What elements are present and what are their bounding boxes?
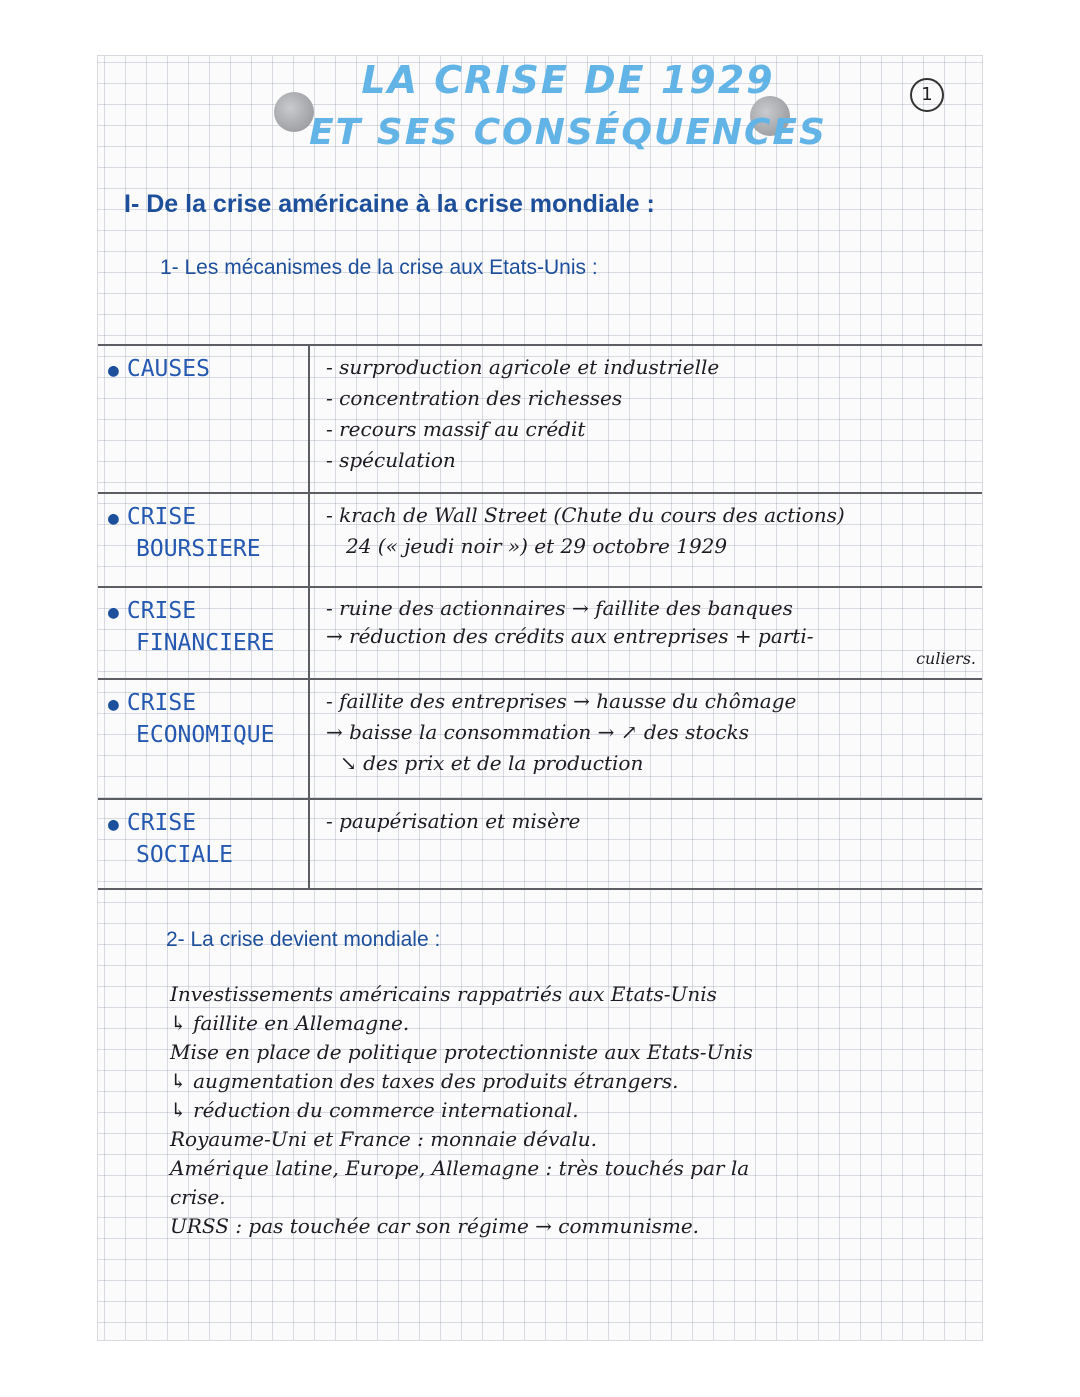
row-content — [326, 500, 976, 562]
row-line: - surproduction agricole et industrielle — [326, 355, 720, 379]
note-line: Investissements américains rappatriés aux Etats-Unis — [170, 982, 717, 1006]
table-bottom-border — [98, 888, 982, 890]
row-label: ● CRISE ECONOMIQUE — [108, 690, 275, 748]
note-line: ↳ réduction du commerce international. — [170, 1098, 579, 1122]
row-line: culiers. — [916, 649, 976, 668]
pin-icon: ● — [108, 814, 119, 835]
row-content — [326, 806, 976, 837]
row-line: 24 (« jeudi noir ») et 29 octobre 1929 — [346, 534, 728, 558]
row-label: ● CRISE FINANCIERE — [108, 598, 275, 656]
page-title-line-1: LA CRISE DE 1929 — [361, 58, 775, 102]
row-line: - recours massif au crédit — [326, 417, 586, 441]
row-line: - spéculation — [326, 448, 456, 472]
table-row — [98, 678, 982, 800]
pin-icon: ● — [108, 508, 119, 529]
row-line: ↘ des prix et de la production — [340, 751, 644, 775]
table-row — [98, 344, 982, 494]
note-line: ↳ faillite en Allemagne. — [170, 1011, 410, 1035]
row-line: - concentration des richesses — [326, 386, 623, 410]
row-label: ● CAUSES — [108, 356, 210, 382]
note-line: Mise en place de politique protectionniste aux Etats-Unis — [170, 1040, 753, 1064]
pin-icon: ● — [108, 360, 119, 381]
row-label: ● CRISE BOURSIERE — [108, 504, 261, 562]
subsection-heading: 1- Les mécanismes de la crise aux Etats-Unis : — [160, 256, 598, 279]
note-line: ↳ augmentation des taxes des produits étrangers. — [170, 1069, 679, 1093]
page-number: 1 — [910, 78, 944, 112]
pin-icon: ● — [108, 694, 119, 715]
notebook-page — [98, 56, 982, 1340]
row-line: → réduction des crédits aux entreprises + parti- — [326, 624, 814, 648]
subsection-heading: 2- La crise devient mondiale : — [166, 928, 441, 951]
row-line: - krach de Wall Street (Chute du cours des actions) — [326, 503, 845, 527]
table-row — [98, 798, 982, 890]
table-divider — [308, 344, 310, 888]
note-line: URSS : pas touchée car son régime → communisme. — [170, 1214, 700, 1238]
row-line: - faillite des entreprises → hausse du chômage — [326, 689, 797, 713]
row-content — [326, 594, 976, 668]
pin-icon: ● — [108, 602, 119, 623]
note-line: Royaume-Uni et France : monnaie dévalu. — [170, 1127, 597, 1151]
note-line: Amérique latine, Europe, Allemagne : très touchés par la — [170, 1156, 750, 1180]
row-content — [326, 352, 976, 476]
row-line: - paupérisation et misère — [326, 809, 581, 833]
row-line: - ruine des actionnaires → faillite des banques — [326, 596, 793, 620]
note-line: crise. — [170, 1185, 226, 1209]
row-content — [326, 686, 976, 779]
row-line: → baisse la consommation → ↗ des stocks — [326, 720, 750, 744]
notes-block — [170, 980, 970, 1241]
table-row — [98, 492, 982, 588]
table-row — [98, 586, 982, 680]
page-title-line-2: ET SES CONSÉQUENCES — [309, 112, 827, 153]
section-heading: I- De la crise américaine à la crise mondiale : — [124, 190, 655, 218]
row-label: ● CRISE SOCIALE — [108, 810, 233, 868]
